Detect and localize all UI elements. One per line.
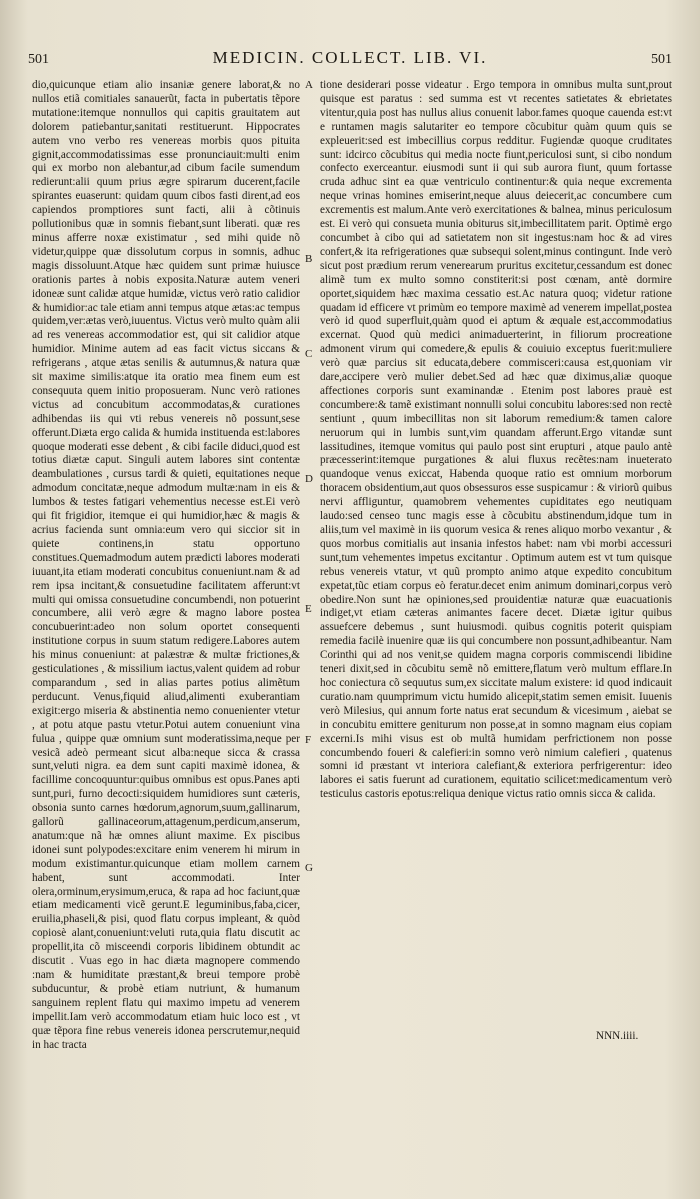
section-marker-c: C	[305, 348, 313, 360]
left-column-text: dio,quicunque etiam alio insaniæ genere laborat,& no nullos etiã comitiales sanauerũt, facta in pubertatis tẽpore mutatione:itemque nonnullos qui capitis grauitatem aut dolorem patiebantur,sanitati restituerunt. Hippocrates autem vno verbo res venereas morbis quos pituita gignit,accommodatissimas esse pronunciauit:multi enim qui ex morbo non alebantur,ad cibum facile sumendum redierunt:alii quum prius ægre spirarum ducerent,facile spirantes euaserunt: quidam quum cibos fasti dirent,ad eos capiendos promptiores sunt facti, alii à cõtinuis pollutionibus quæ in somnis fiebant,sunt liberati. quæ res minus afferre noxæ existimatur , sed mihi quide nõ videtur,quippe quæ dissolutum corpus in somnis, adhuc magis dissoluunt.Atque hæc quidem sunt primæ huiusce orationis partes à nobis exposita.Naturæ autem veneri idoneæ sunt calidæ atque humidæ, victus verò ratio calidior & humidior:ac tale etiam anni tempus atque ætas:ac tempus quidem,ver:ætas verò,iuuentus. Victus verò multo quàm alii ad res venereas accommodatior est, qui sit calidior atque humidior. Minime autem ad eas facit victus siccans & refrigerans , atque ætas senilis & autumnus,& natura quæ sit maxime similis:atque ita oratio mea finem eum est consequuta quem initio proposueram. Nunc verò rationes victus ad concubitum accommodatas,& curationes adhibendas iis qui vti rebus venereis nõ possunt,sese offerunt.Diæta ergo calida & humida instituenda est:labores quoque moderati esse debent , & cibi facile diduci,quod est totius diætæ caput. Singuli autem labores sint contentæ deambulationes , cursus tardi & quieti, equitationes neque admodum concitatæ,neque admodum multæ:nam in eis & lumbos & testes fatigari vehementius necesse est.Ei verò qui fit frigidior, itemque ei qui humidior,hæc & magis & acrius facienda sunt omnia:eum vero qui siccior sit in quiete continens,in statu opportuno constitues.Quemadmodum autem prædicti labores moderati iuuant,ita etiam moderati concubitus conueniunt.nam & ad rem ipsa incitant,& consuetudine facilitatem afferunt:vt multi qui omissa consuetudine concumbendi, non potuerint concumbere, alii verò ægre & magno labore postea concubuerint:adeo non solum oportet consequenti institutione corpus in suum statum redigere.Labores autem his minus conueniunt: at palæstræ & multæ frictiones,& gesticulationes , & missilium iactus,valent quidem ad robur comparandum , sed in alias partes potius alimẽtum perducunt. Venus,fiquid aliud,alimenti exuberantiam exigit:ergo miseria & abstinentia nemo conuenienter vtetur , at potu atque pastu vtetur.Potui autem conueniunt vina fulua , quippe quæ omnium sunt moderatissima,neque per vesicã adeò permeant sicut alba:neque sicca & crassa sunt,veluti nigra. ea dem sunt capiti maximè idonea, & facillime concoquuntur:quibus omnibus est opus.Panes apti sunt,puri, furno decocti:siquidem humidiores sunt cæteris, obsonia sunto carnes hœdorum,agnorum,suum,gallinarum, gallorũ gallinaceorum,attagenum,perdicum,anserum, anatum:que nã hæ omnes aliunt maxime. Ex piscibus idonei sunt polypodes:excitare enim venerem hi mirum in modum existimantur.quicunque etiam mollem carnem habent, sunt accommodati. Inter olera,orminum,erysimum,eruca, & rapa ad hoc faciunt,quæ etiam medicamenti vicẽ gerunt.E leguminibus,faba,cicer, eruilia,phaseli,& pisi, quod flatu corpus impleant, & quòd copiosè alant,conueniunt:veluti ruta,quia flatu discutit ac propellit,ita cõ misceendi corporis libidinem obtundit ac discutit . Vuas ego in hac diæta magnopere commendo :nam & humiditate præstant,& breui tempore probè subducuntur, & probè etiam nutriunt, & humanum sanguinem replent flatu qui maximo impetu ad venerem impellit.Iam verò accommodatum etiam huic loco est , vt quæ tẽpora fine rebus venereis idonea perscrutemur,nequid in hac tracta	[32, 79, 300, 1051]
section-marker-e: E	[305, 603, 312, 615]
section-marker-g: G	[305, 862, 313, 874]
running-head: MEDICIN. COLLECT. LIB. VI.	[212, 48, 488, 67]
right-folio-number: 501	[651, 52, 672, 67]
right-text-column	[320, 79, 672, 802]
page-header	[28, 48, 672, 74]
section-marker-a: A	[305, 79, 313, 91]
signature-mark: NNN.iiii.	[596, 1030, 639, 1042]
section-marker-b: B	[305, 253, 313, 265]
left-folio-number: 501	[28, 52, 49, 67]
left-text-column	[32, 79, 300, 1052]
section-marker-f: F	[305, 734, 312, 746]
section-marker-gutter	[303, 79, 317, 1079]
section-marker-d: D	[305, 473, 313, 485]
right-column-text: tione desiderari posse videatur . Ergo tempora in omnibus multa sunt,prout quisque est paratus : sed summa est vt recentes satietates & ebrietates vitentur,quia post has nullus alius conuenit labor.fames quoque cauenda est:vt e runtamen magis salutariter eo tempore cõcubitur quàm quum quis se expleuerit:sed est imbecillius corpus redditur. Fugiendæ quoque cruditates sunt: idcirco cõcubitus qui media nocte fiunt,periculosi sunt, si cibo nondum confecto exerceantur. eiusmodi sunt ii qui sub aurora fiunt, quum fortasse cruda adhuc sint ea quæ ventriculo continentur:& quia neque excrementa neque vrinas homines emiserint,neque aluus deiecerit,ac concumbere cum excrementis est malum.Ante verò exercitationes & balnea, minus periculosum est. Ei verò qui consueta munia obiturus sit,imbecillitatem parit. Optimè ergo concumbet à cibo qui ad satietatem non sit ingestus:nam hoc & ad vires confert,& ita refrigerationes quæ subsequi solent,minus contingunt. Inde verò sicut post prædium rerum venerearum pruritus excitetur,cessandum est donec alimẽ tum ex multo somno constiterit:si post cœnam, antè dormire oportet,siquidem hæc maxima cessatio est.Ac natura quoq; videtur ratione quadam id efficere vt primùm eo tempore maximè ad venerem impellat,postea verò id quod superfluit,quàm quod ei aptum & æquale est,accommodatius excernat. Quod quù medici animaduerterint, in filiorum procreatione admonent virum qui comedere,& epulis & couiuio exceptus fuerit:muliere verò quæ parcius sit educata,debere commisceri:causa est,quoniam vir dare,accipere verò mulier debet.Sed ad hæc quæ diximus,aliæ quoque affectiones corporis sunt examinandæ . Etenim post labores prauè est concumbere:& tamẽ existimant nonnulli solui concubitu labores:sed non rectè sentiunt , quum imbecillitas non sit laborum remedium:& tamen calore neruorum qui in lumbis sunt,vim quandam afferunt.Ergo vitandæ sunt lassitudines, itemque vomitus qui paulo post sint erupturi , atque paulo antè præcesserint:itemque purgationes & alui fluxus recẽtes:nam inueterato quandoque venus exiccat, Habenda quoque ratio est omnium morborum thoracem obsidentium,aut quos obsessuros esse suspicamur : & viriorũ quibus nervi affliguntur, quamobrem vehementes cupiditates ego neutiquam laudo:sed censeo tunc magis esse à cõcubitu abstinendum,idque tum in aliis,tum vel maximè in iis quorum vesica & renes aliquo morbo vexantur , & quos morbus comitialis aut insania infestos habet: nam vbi morbi accessuri sunt,tum vehementes impetus excitantur . Optimum autem est vt tum quisque rebus venereis vtatur, vt quũ prompto animo atque expedito concubitum expetat,tũc etiam corpus eò feratur.decet enim animum dominari,corpus verò obedire.Non sunt hæ opiniones,sed prouidentiæ naturæ quæ euacuationis indiget,vt etiam cæteras animantes facere decet. Diætæ igitur quibus assuefcere debemus , sunt huiusmodi. quibus cognitis poterit quispiam remedia facilè inuenire quæ iis qui concumbere non possunt,adhibeantur. Nam Corinthi qui ad nos venit,se quidem magna corporis commiscendi libidine teneri dixit,sed in cõcubitu semẽ nõ emittere,flatum verò multum efflare.In hoc coniectura cõ sequutus sum,ex siccitate malum existere: id quod indicauit curatio.nam quumprimum victu humido alicepit,statim semen emisit. Iuuenis verò Milesius, qui annum forte natus erat secundum & vicesimum , aiebat se in concubitu emittere geniturum non posse,at in somno magnam eius copiam excerni.Is mihi visus est ob multã humidam perfrictionem non posse concumbendo foueri & calefieri:in somno verò nimium calefieri , quatenus somni id præstant vt interiora calefiant,& exteriora perfrigerentur: ideo labores ei satis fuerunt ad curationem, equitatio scilicet:medicamentum verò testiculus castoris epotus:reliqua denique victus ratio omnis sicca & calida.	[320, 79, 672, 801]
